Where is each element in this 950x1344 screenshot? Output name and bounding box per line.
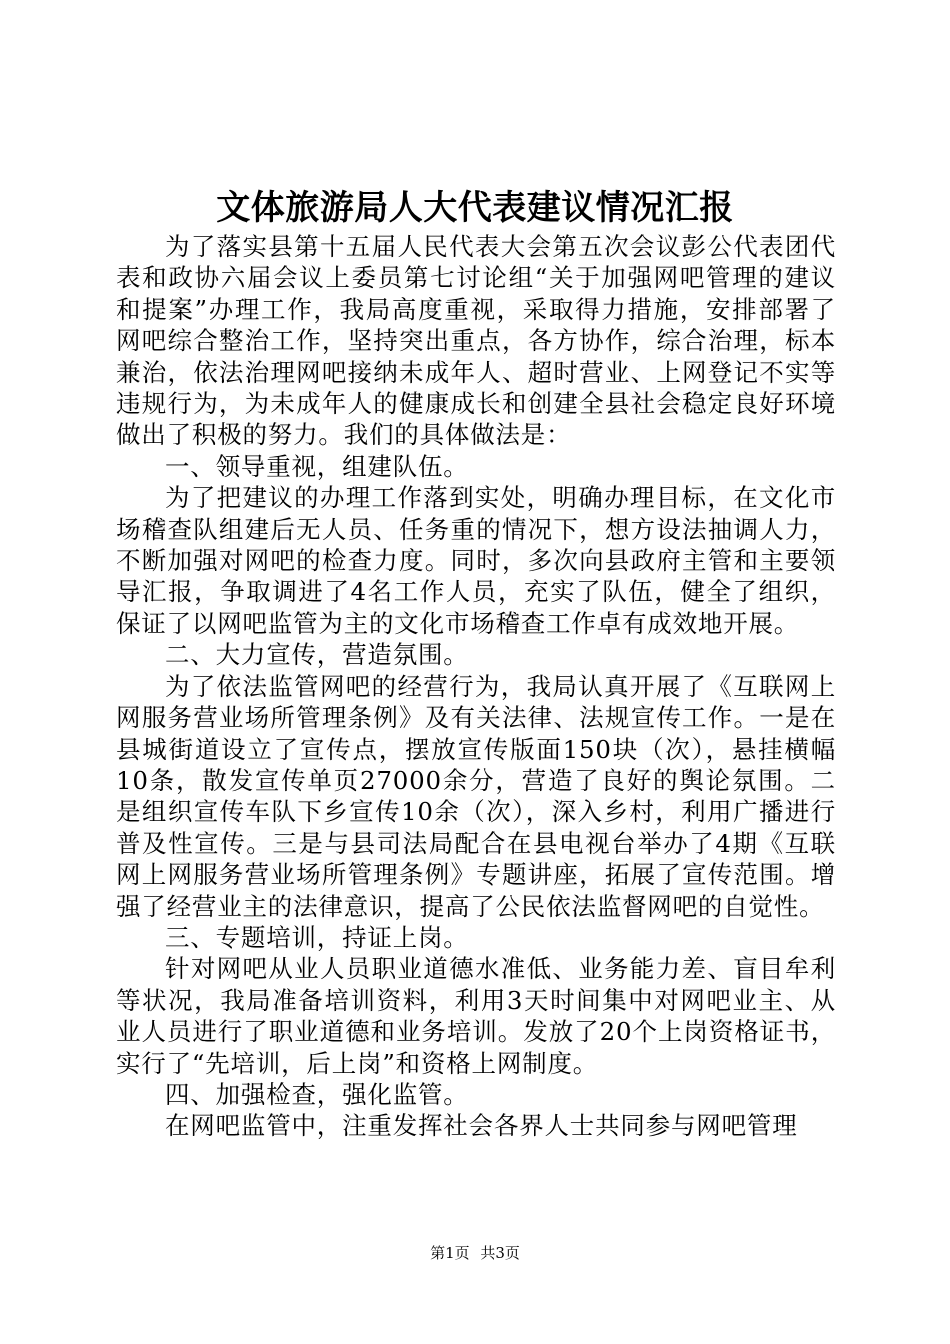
document-body — [116, 231, 836, 1142]
paragraph-section-4: 在网吧监管中，注重发挥社会各界人士共同参与网吧管理 — [165, 1111, 798, 1141]
paragraph-section-3: 针对网吧从业人员职业道德水准低、业务能力差、盲目牟利等状况，我局准备培训资料，利用3天时间集中对网吧业主、从业人员进行了职业道德和业务培训。发放了20个上岗资格证书，实行了“先培训，后上岗”和资格上网制度。 — [116, 954, 836, 1078]
section-heading-1: 一、领导重视，组建队伍。 — [165, 451, 469, 481]
section-heading-3: 三、专题培训，持证上岗。 — [165, 922, 469, 952]
page-footer — [0, 1243, 950, 1263]
paragraph-intro: 为了落实县第十五届人民代表大会第五次会议彭公代表团代表和政协六届会议上委员第七讨论组“关于加强网吧管理的建议和提案”办理工作，我局高度重视，采取得力措施，安排部署了网吧综合整治工作，坚持突出重点，各方协作，综合治理，标本兼治，依法治理网吧接纳未成年人、超时营业、上网登记不实等违规行为，为未成年人的健康成长和创建全县社会稳定良好环境做出了积极的努力。我们的具体做法是： — [116, 232, 836, 450]
document-title: 文体旅游局人大代表建议情况汇报 — [216, 188, 734, 228]
page-number: 第1页 — [430, 1244, 470, 1262]
section-heading-4: 四、加强检查，强化监管。 — [165, 1079, 469, 1109]
page-total: 共3页 — [480, 1244, 520, 1262]
paragraph-section-2: 为了依法监管网吧的经营行为，我局认真开展了《互联网上网服务营业场所管理条例》及有关法律、法规宣传工作。一是在县城街道设立了宣传点，摆放宣传版面150块（次），悬挂横幅10条，散发宣传单页27000余分，营造了良好的舆论氛围。二是组织宣传车队下乡宣传10余（次），深入乡村，利用广播进行普及性宣传。三是与县司法局配合在县电视台举办了4期《互联网上网服务营业场所管理条例》专题讲座，拓展了宣传范围。增强了经营业主的法律意识，提高了公民依法监督网吧的自觉性。 — [116, 671, 836, 921]
paragraph-section-1: 为了把建议的办理工作落到实处，明确办理目标，在文化市场稽查队组建后无人员、任务重的情况下，想方设法抽调人力，不断加强对网吧的检查力度。同时，多次向县政府主管和主要领导汇报，争取调进了4名工作人员，充实了队伍，健全了组织，保证了以网吧监管为主的文化市场稽查工作卓有成效地开展。 — [116, 483, 836, 638]
section-heading-2: 二、大力宣传，营造氛围。 — [165, 640, 469, 670]
